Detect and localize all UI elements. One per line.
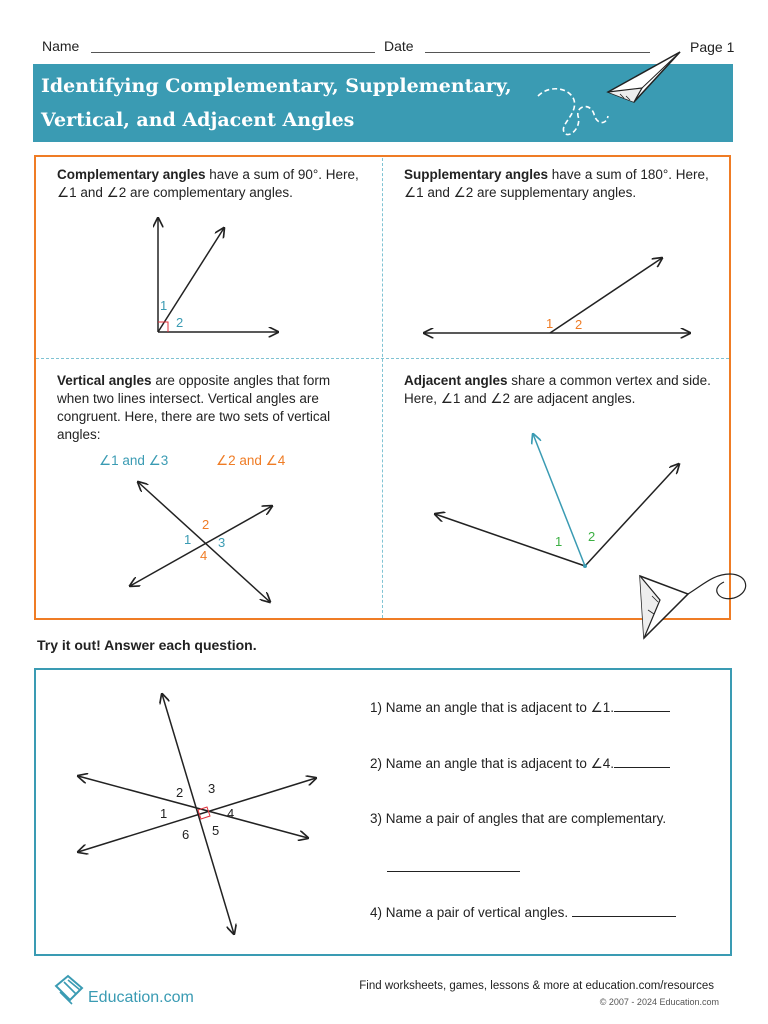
practice-label-3: 3 <box>208 781 216 796</box>
supp-angle-label-2: 2 <box>575 317 583 332</box>
paper-airplane-icon <box>630 566 754 642</box>
question-4-text: 4) Name a pair of vertical angles. <box>370 905 569 920</box>
vertical-definition <box>57 372 357 444</box>
answer-2-blank[interactable] <box>614 755 670 768</box>
supp-ray <box>550 258 662 333</box>
practice-line-1 <box>78 776 308 838</box>
question-3 <box>370 811 666 826</box>
vert-angle-label-1: 1 <box>184 532 192 547</box>
adjacent-term: Adjacent angles <box>404 373 508 388</box>
footer-copyright: © 2007 - 2024 Education.com <box>599 997 719 1007</box>
vertical-term: Vertical angles <box>57 373 152 388</box>
comp-angle-label-1: 1 <box>160 298 168 313</box>
footer-tagline: Find worksheets, games, lessons & more at education.com/resources <box>359 980 714 992</box>
question-2 <box>370 755 670 772</box>
answer-4-blank[interactable] <box>572 904 676 917</box>
name-label: Name <box>42 38 80 54</box>
supplementary-term: Supplementary angles <box>404 167 549 182</box>
adj-ray-left <box>435 514 585 566</box>
answer-3-blank[interactable] <box>387 871 520 872</box>
complementary-text: have a sum of 90°. Here, ∠1 and ∠2 are complementary angles. <box>57 167 359 200</box>
practice-label-6: 6 <box>182 827 190 842</box>
vert-angle-label-2: 2 <box>202 517 210 532</box>
practice-label-5: 5 <box>212 823 220 838</box>
practice-instruction: Try it out! Answer each question. <box>37 637 257 653</box>
name-field-line[interactable] <box>91 52 375 53</box>
line-b <box>130 506 272 586</box>
education-logo-icon <box>52 972 86 1006</box>
practice-label-1: 1 <box>160 806 168 821</box>
supplementary-diagram <box>418 250 698 345</box>
vert-angle-label-3: 3 <box>218 535 226 550</box>
question-3-text: 3) Name a pair of angles that are complementary. <box>370 811 667 826</box>
vertical-angles-diagram <box>122 472 282 607</box>
vertical-divider <box>382 158 383 618</box>
practice-line-2 <box>78 778 316 852</box>
adjacent-definition <box>404 372 724 408</box>
complementary-diagram <box>140 210 290 345</box>
question-1 <box>370 699 670 716</box>
adj-vertex <box>583 564 587 568</box>
supplementary-text: have a sum of 180°. Here, ∠1 and ∠2 are supplementary angles. <box>404 167 709 200</box>
title-line-2: Vertical, and Adjacent Angles <box>41 109 355 131</box>
supplementary-definition <box>404 166 722 202</box>
question-2-text: 2) Name an angle that is adjacent to ∠4. <box>370 756 614 771</box>
adj-ray-right <box>585 464 679 566</box>
practice-label-4: 4 <box>227 806 235 821</box>
ray-diagonal <box>158 228 224 332</box>
adjacent-text: share a common vertex and side. Here, ∠1 and ∠2 are adjacent angles. <box>404 373 711 406</box>
practice-label-2: 2 <box>176 785 184 800</box>
education-logo-text: Education.com <box>88 989 194 1006</box>
adj-angle-label-2: 2 <box>588 529 596 544</box>
question-1-text: 1) Name an angle that is adjacent to ∠1. <box>370 700 614 715</box>
vertical-set-2: ∠2 and ∠4 <box>216 453 286 468</box>
comp-angle-label-2: 2 <box>176 315 184 330</box>
horizontal-divider <box>36 358 729 359</box>
adjacent-diagram <box>425 428 695 578</box>
question-4 <box>370 904 676 920</box>
line-a <box>138 482 270 602</box>
paper-airplane-icon <box>530 44 690 140</box>
answer-1-blank[interactable] <box>614 699 670 712</box>
practice-diagram <box>70 690 330 940</box>
vertical-set-1: ∠1 and ∠3 <box>99 453 169 468</box>
complementary-definition <box>57 166 375 202</box>
page-number: Page 1 <box>690 39 735 55</box>
title-line-1: Identifying Complementary, Supplementary, <box>41 75 512 97</box>
complementary-term: Complementary angles <box>57 167 206 182</box>
date-label: Date <box>384 38 414 54</box>
adj-angle-label-1: 1 <box>555 534 563 549</box>
vertical-text: are opposite angles that form when two lines intersect. Vertical angles are congruent. Here, there are two sets of vertical angles: <box>57 373 331 442</box>
vert-angle-label-4: 4 <box>200 548 208 563</box>
supp-angle-label-1: 1 <box>546 316 554 331</box>
